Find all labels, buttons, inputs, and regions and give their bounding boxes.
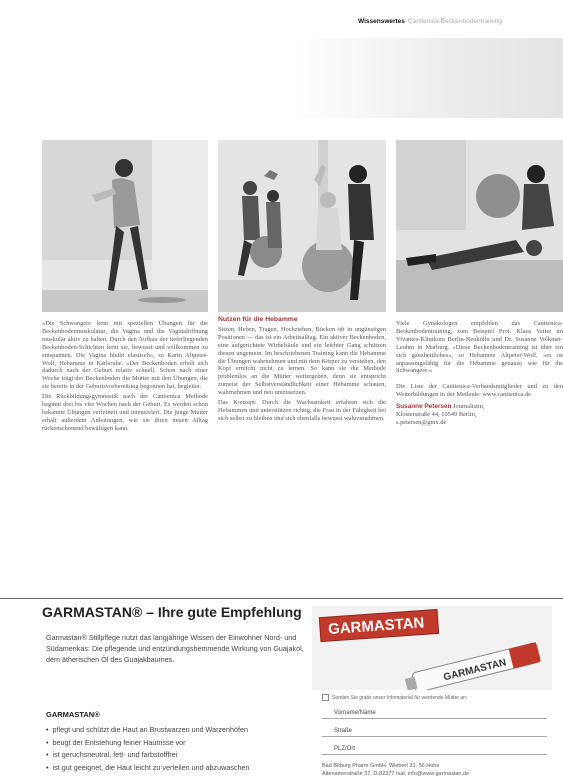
product-image [312,606,552,690]
list-item: • ist geruchsneutral, fett- und farbstofffrei [46,749,316,762]
ad-intro: Garmastan® Stillpflege nutzt das langjährige Wissen der Einwohner Nord- und Südamerikas: Die pflegende und entzündungshemmende Wirkung von Guajakol, dem ätherischen Öl des Guajakbaumes. [46,633,304,664]
ad-benefit-list [46,724,316,774]
paragraph: Viele Gynäkologen empfehlen das Cantienica-Beckenbodentraining, zum Beispiel Prof. Klaus Vetter im Vivantes-Klinikum Berlin-Neukölln und Dr. Susanne Volkmer-Leuhm in Marburg. »Diese Beckenbodentraining ist über ein sich ganzheitliches«, so Hebamme Altpeter-Wolf, »es ist anpassungsfähig für die Hebamme genauso wie für die Schwangere.« [396,320,563,375]
product-box-label: GARMASTAN [327,614,425,639]
paragraph: Die Liste der Cantienica-Verbandsmitglieder und zu den Weiterbildungen in der Methode: www.cantienica.de [396,383,563,399]
article-column-1 [42,320,208,435]
header-banner [290,38,563,118]
product-tube-label: GARMASTAN [442,657,508,684]
photo-balance-exercise [42,140,208,312]
company-address: Altenamerstraße 37, D-82377 Isar, info@www.garmastan.de [322,770,470,777]
photo-floor-exercise [396,140,563,312]
author-role: Journalistin, [453,403,485,411]
author-address: Klosterstraße 44, 10549 Berlin, [396,411,477,419]
field-label: PLZ/Ort [334,746,356,752]
article-column-3 [396,320,563,427]
form-heading [322,694,547,701]
form-heading-text: Senden Sie gratis unser Infomaterial für werdende Mütter an: [332,694,468,701]
author-name: Susanne Petersen [396,403,452,411]
article-column-2 [218,316,386,425]
field-label: Straße [334,728,353,734]
ad-list-heading: GARMASTAN® [46,710,100,719]
running-header [358,18,502,25]
order-checkbox[interactable] [322,694,329,701]
order-form [322,694,547,778]
company-name: Bad Bitburg Pharm GmbH, Wiebert 31, 56 Hohe [322,763,440,769]
ad-headline: GARMASTAN® – Ihre gute Empfehlung [42,604,302,620]
list-item: • ist gut geeignet, die Haut leicht zu verteilen und abzuwaschen [46,762,316,775]
header-subtitle: Cantienica-Beckenbodentraining [407,18,502,25]
paragraph: Sitzen, Heben, Tragen, Hochziehen, Bücken oft in ungünstigen Positionen — das ist ein Arbeitsalltag. Ein aktiver Beckenboden, eine aufgerichtete Wirbelsäule und ein leichter Gang schützen diesen ungemein. Im beschriebenen Training kann die Hebamme die Übungen wahrnehmen und mit dem Körper zu verstehen, den Kopf erreicht nicht zu lernen. So kann sie die Methode problemlos an die Mütter weitergeben, denn sie entspricht zumeist der Selbstverständlichkeit einer Hebamme schauen, wahrnehmen und neu umzusetzen. [218,325,386,397]
author-email[interactable]: s.petersen@gmx.de [396,418,447,426]
section-heading: Nutzen für die Hebamme [218,316,298,323]
company-info [322,763,547,778]
city-field[interactable] [322,737,547,755]
name-field[interactable] [322,701,547,719]
list-item: • beugt der Entstehung feiner Hautrisse vor [46,737,316,750]
photo-gym-ball-assist [218,140,386,312]
list-item: • pflegt und schützt die Haut an Brustwarzen und Warzenhöfen [46,724,316,737]
paragraph: Die Rückbildungsgymnastik nach der Cantienica Methode beginnt drei bis vier Wochen nach der Geburt. Es werden schon bekannte Übungen verfeinert und intensiviert. Die junge Mutter erhält außerdem Anleitungen, wie sie ihren neuen Alltag rückenschonend bewältigen kann. [42,393,208,432]
street-field[interactable] [322,719,547,737]
paragraph: »Die Schwangere lernt mit speziellen Übungen für die Beckenbodenmuskulatur, die Vagina und die Vaginalöffnung muskulär aktiv zu halten. Durch den Aufbau der tieferliegenden Beckenboden-Schichten lernt sie, bewusst und vollkommen zu entspannen. Die Vagina bleibt elastisch«, so Karin Altpeter-Wolf, Hebamme in Karlsruhe. »Der Beckenboden erholt sich dadurch nach der Geburt relativ schnell. Schon nach einer Woche trägt der Beckenboden die Mutter mit den Übungen, die sie bereits in der Geburtsvorbereitung begonnen hat, begleitet. [42,320,208,391]
header-section: Wissenswertes [358,18,405,25]
paragraph: Das Konzept: Durch die Wachsamkeit erfahren sich die Hebammen und unterstützen richtig, die Frau in der Fähigkeit bei sich selbst zu bleiben und sich ebenfalls bewusst wahrzunehmen. [218,399,386,422]
author-block [396,403,563,427]
field-label: Vorname/Name [334,710,376,716]
